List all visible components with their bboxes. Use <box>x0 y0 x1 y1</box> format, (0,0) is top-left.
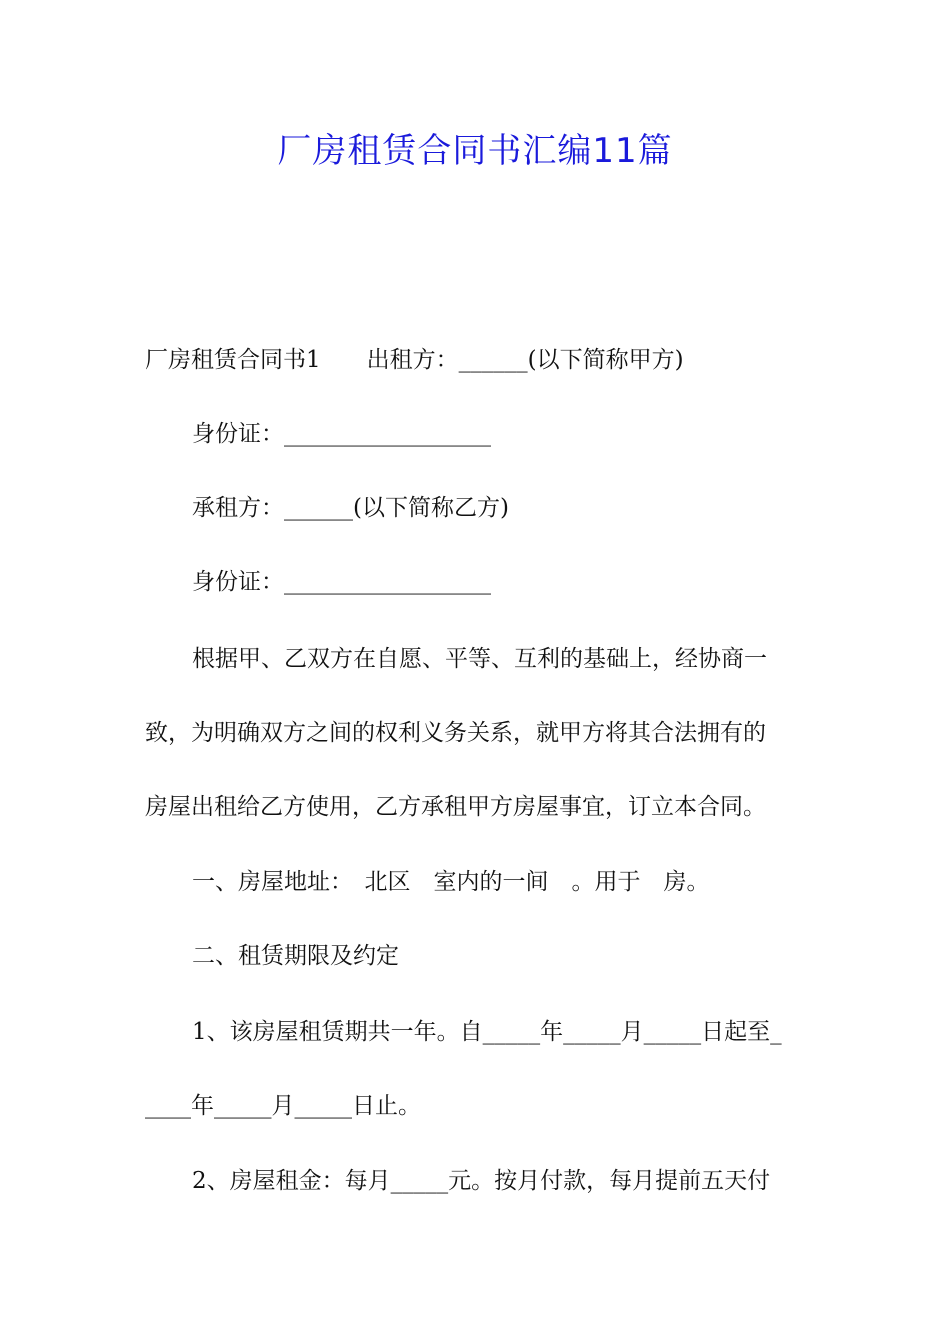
contract-heading-lessor: 厂房租赁合同书1 出租方：______(以下简称甲方) <box>145 347 684 373</box>
lessor-id-line: 身份证：__________________ <box>192 421 491 447</box>
clause-lease-period: 1、该房屋租赁期共一年。自_____年_____月_____日起至_ <box>192 1019 782 1045</box>
clause-rent: 2、房屋租金：每月_____元。按月付款，每月提前五天付 <box>192 1168 771 1194</box>
section-house-address: 一、房屋地址： 北区 室内的一间 。用于 房。 <box>192 869 710 895</box>
paragraph-line: 致，为明确双方之间的权利义务关系，就甲方将其合法拥有的 <box>145 720 766 746</box>
section-lease-term-heading: 二、租赁期限及约定 <box>192 943 399 969</box>
clause-lease-period-continued: ____年_____月_____日止。 <box>145 1093 421 1119</box>
paragraph-line: 房屋出租给乙方使用，乙方承租甲方房屋事宜，订立本合同。 <box>145 794 766 820</box>
lessee-line: 承租方：______(以下简称乙方) <box>192 495 509 521</box>
lessee-id-line: 身份证：__________________ <box>192 569 491 595</box>
document-title: 厂房租赁合同书汇编11篇 <box>277 131 673 171</box>
paragraph-line: 根据甲、乙双方在自愿、平等、互利的基础上，经协商一 <box>192 646 767 672</box>
